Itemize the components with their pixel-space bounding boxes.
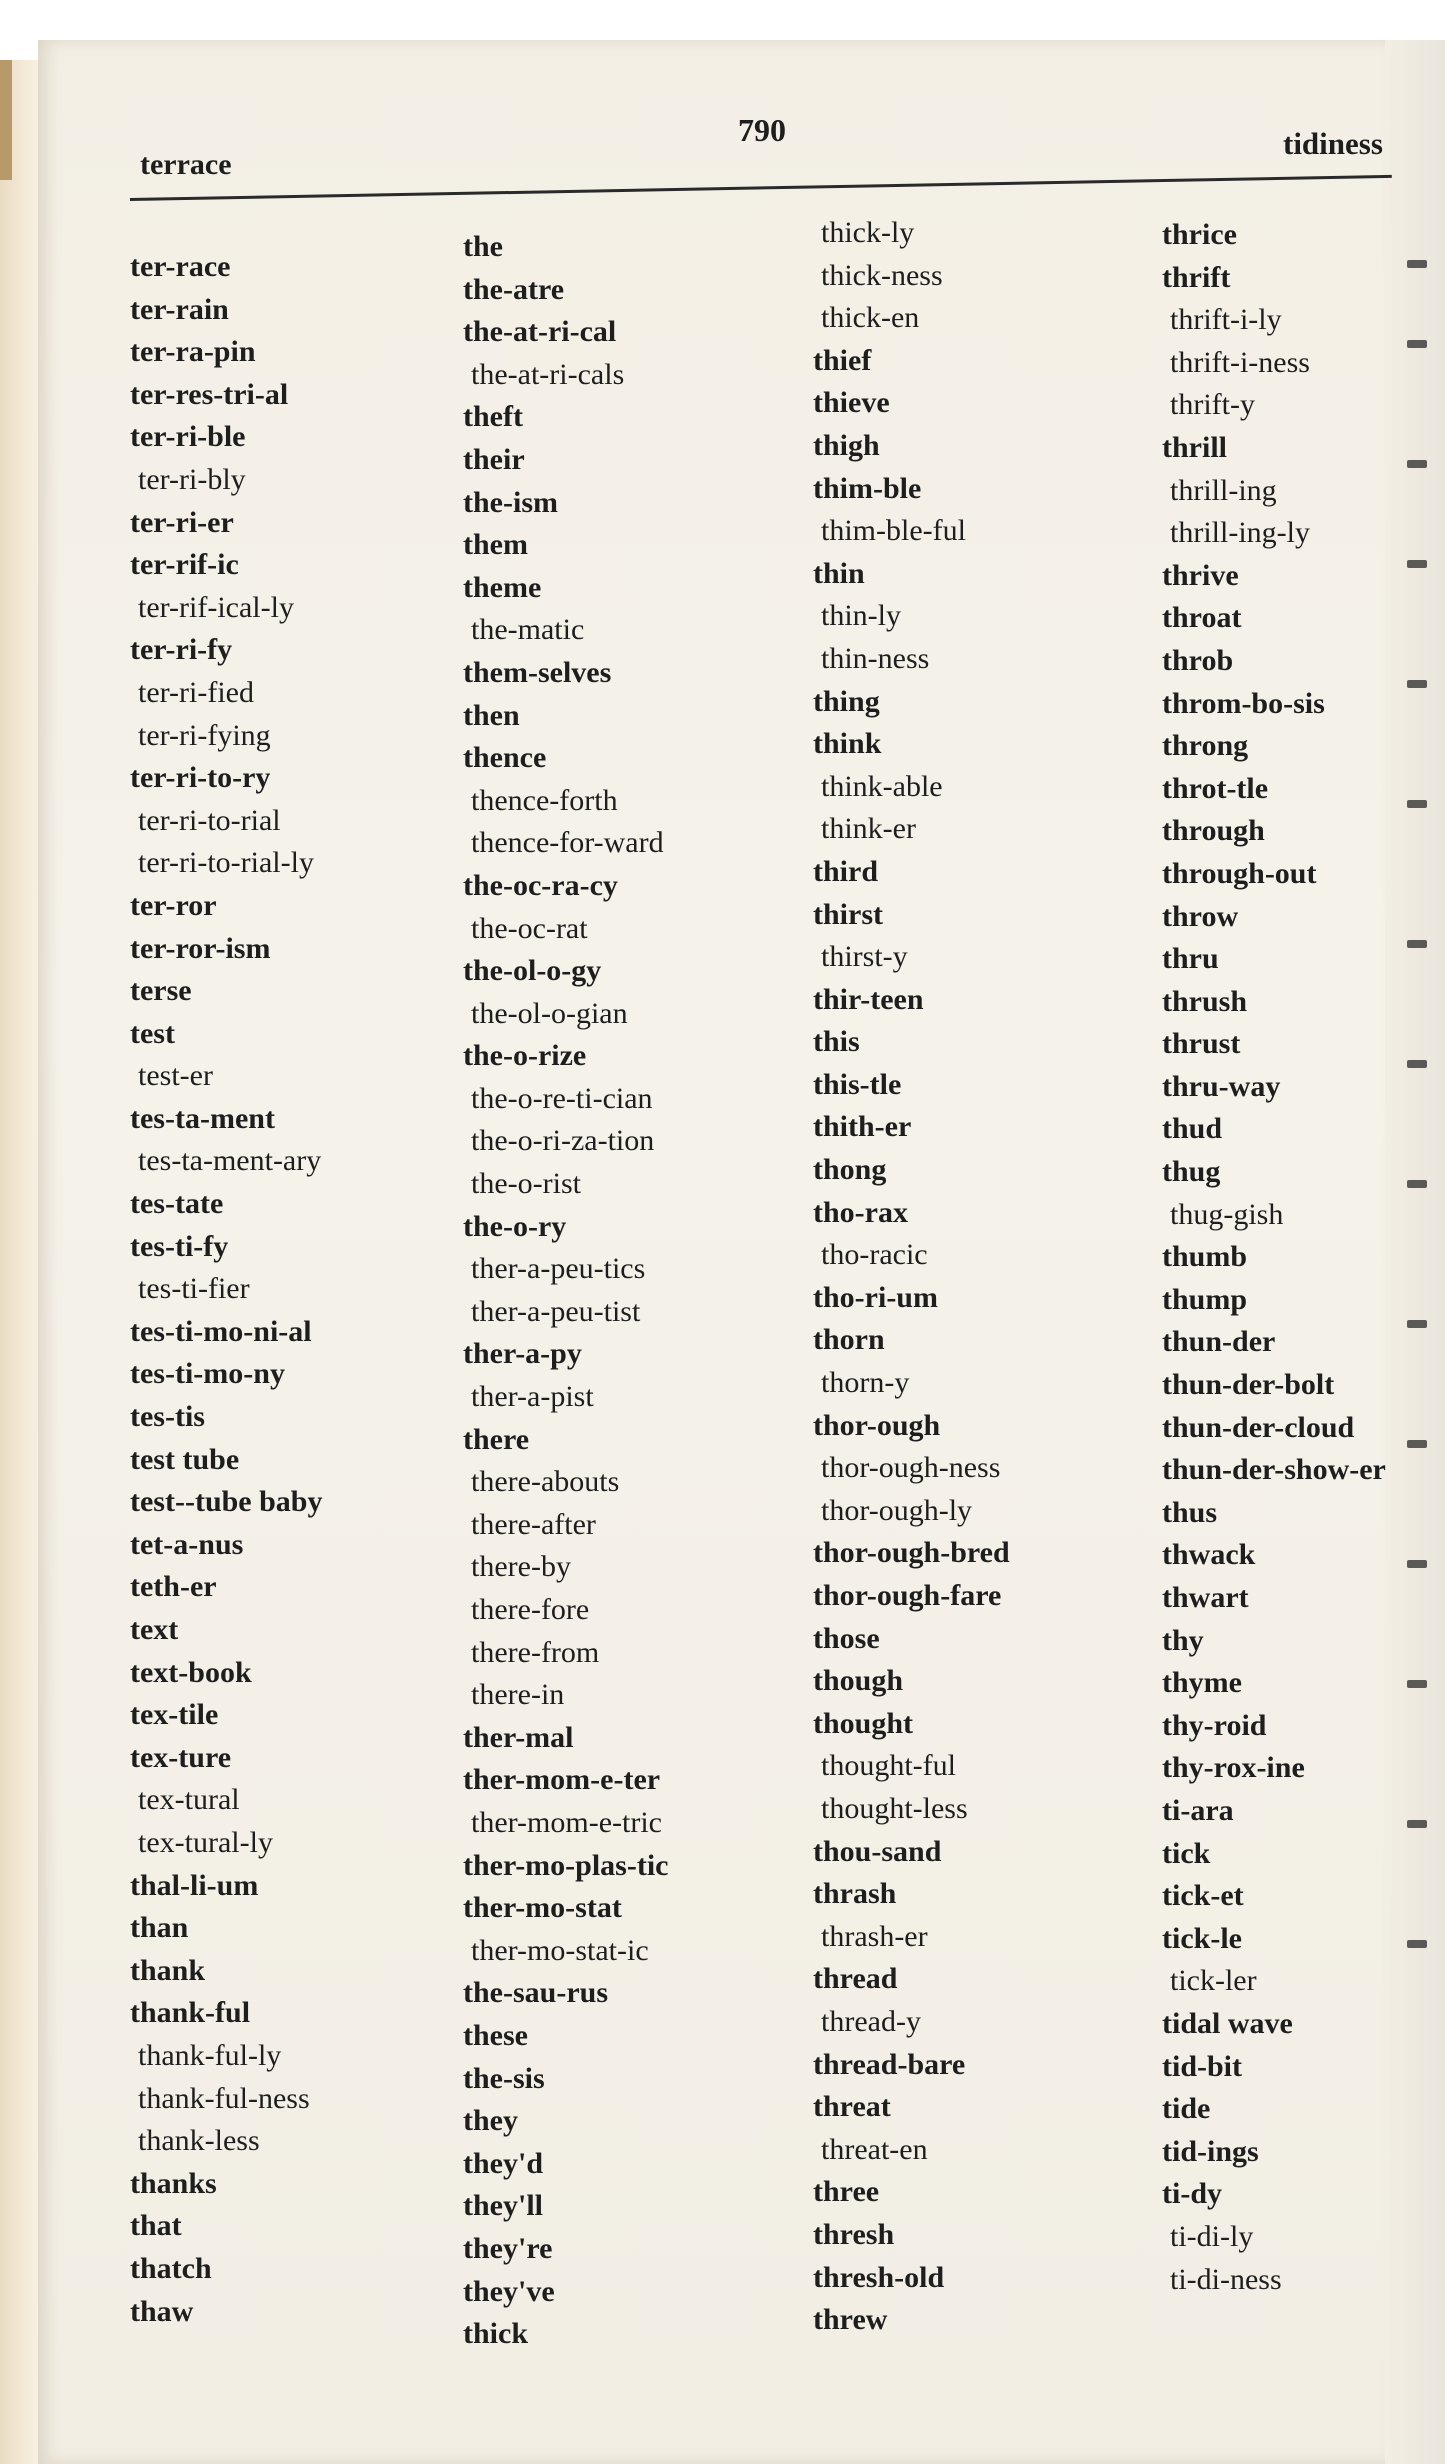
sub-entry: ther-mo-stat-ic [471, 1933, 649, 1967]
headword-entry: thud [1162, 1112, 1223, 1146]
headword-entry: thug [1162, 1155, 1221, 1189]
headword-entry: the [463, 230, 503, 263]
headword-entry: thank [130, 1953, 206, 1987]
headword-entry: thou-sand [813, 1834, 942, 1868]
headword-entry: tho-rax [813, 1195, 908, 1229]
sub-entry: thrift-y [1170, 388, 1255, 422]
sub-entry: the-o-rist [471, 1167, 581, 1201]
headword-entry: ti-dy [1162, 2177, 1222, 2211]
headword-entry: test--tube baby [130, 1485, 323, 1519]
headword-entry: thun-der-show-er [1162, 1453, 1386, 1487]
headword-entry: them [463, 528, 528, 562]
headword-entry: throng [1162, 729, 1249, 763]
sub-entry: ter-ri-fying [138, 718, 271, 752]
headword-entry: ter-ri-ble [130, 420, 246, 454]
headword-entry: thrash [813, 1877, 897, 1911]
sub-entry: thor-ough-ly [821, 1493, 973, 1527]
headword-entry: thru [1162, 942, 1219, 976]
sub-entry: thence-forth [471, 783, 618, 817]
guide-word-left: terrace [140, 148, 232, 181]
headword-entry: tid-ings [1162, 2134, 1259, 2168]
headword-entry: thieve [813, 386, 890, 420]
headword-entry: thatch [130, 2251, 212, 2285]
headword-entry: through [1162, 814, 1265, 848]
guide-word-right: tidiness [1283, 126, 1383, 161]
sub-entry: there-after [471, 1507, 596, 1541]
sub-entry: ti-di-ness [1170, 2262, 1282, 2296]
headword-entry: thin [813, 556, 865, 590]
headword-entry: tex-tile [130, 1698, 219, 1732]
headword-entry: ter-ra-pin [130, 335, 256, 369]
headword-entry: think [813, 727, 882, 761]
headword-entry: thresh-old [813, 2260, 945, 2294]
headword-entry: the-atre [463, 272, 565, 306]
sub-entry: ther-a-pist [471, 1380, 594, 1414]
headword-entry: ter-ri-to-ry [130, 761, 271, 795]
headword-entry: thrill [1162, 430, 1227, 464]
headword-entry: ther-a-py [463, 1337, 582, 1371]
sub-entry: ti-di-ly [1170, 2219, 1254, 2253]
headword-entry: test [130, 1016, 175, 1050]
sub-entry: there-fore [471, 1593, 590, 1626]
headword-entry: three [813, 2175, 880, 2209]
headword-entry: threw [813, 2303, 888, 2337]
headword-entry: thrive [1162, 558, 1239, 592]
sub-entry: thence-for-ward [471, 826, 664, 860]
sub-entry: ter-ri-fied [138, 675, 254, 709]
headword-entry: thigh [813, 428, 880, 462]
sub-entry: thug-gish [1170, 1197, 1284, 1231]
headword-entry: they [463, 2104, 518, 2138]
headword-entry: text-book [130, 1655, 252, 1689]
headword-entry: than [130, 1911, 189, 1945]
sub-entry: thin-ness [821, 641, 930, 675]
headword-entry: throm-bo-sis [1162, 686, 1325, 720]
headword-entry: thence [463, 741, 547, 775]
sub-entry: tex-tural [138, 1783, 240, 1817]
sub-entry: thick-en [821, 301, 920, 335]
headword-entry: ther-mal [463, 1720, 574, 1754]
headword-entry: tex-ture [130, 1740, 232, 1774]
headword-entry: ter-ri-er [130, 505, 234, 539]
sub-entry: ter-ri-to-rial-ly [138, 846, 314, 880]
sub-entry: tick-ler [1170, 1964, 1257, 1998]
headword-entry: thus [1162, 1495, 1218, 1529]
headword-entry: the-sis [463, 2061, 545, 2095]
headword-entry: theft [463, 400, 523, 434]
headword-entry: teth-er [130, 1570, 217, 1604]
book-spine-edge [0, 60, 38, 2464]
headword-entry: thong [813, 1153, 887, 1187]
sub-entry: the-ol-o-gian [471, 996, 628, 1030]
sub-entry: thank-ful-ness [138, 2081, 310, 2115]
headword-entry: thirst [813, 897, 883, 931]
sub-entry: thor-ough-ness [821, 1451, 1001, 1485]
headword-entry: thorn [813, 1323, 885, 1357]
sub-entry: thick-ness [821, 258, 943, 292]
headword-entry: thor-ough-fare [813, 1579, 1002, 1612]
headword-entry: thrift [1162, 260, 1231, 294]
headword-entry: text [130, 1613, 179, 1646]
headword-entry: ther-mo-plas-tic [463, 1848, 669, 1882]
headword-entry: though [813, 1664, 904, 1698]
headword-entry: thun-der-bolt [1162, 1368, 1335, 1402]
sub-entry: ther-a-peu-tist [471, 1294, 641, 1328]
sub-entry: thrift-i-ness [1170, 345, 1310, 379]
sub-entry: the-oc-rat [471, 911, 588, 945]
word-column-1 [130, 246, 470, 2333]
headword-entry: thief [813, 343, 872, 377]
headword-entry: thim-ble [813, 471, 922, 505]
headword-entry: the-ism [463, 485, 558, 519]
headword-entry: throb [1162, 643, 1234, 677]
sub-entry: thank-less [138, 2124, 260, 2158]
sub-entry: thought-less [821, 1791, 968, 1825]
headword-entry: thyme [1162, 1666, 1242, 1700]
sub-entry: ther-mom-e-tric [471, 1805, 662, 1839]
headword-entry: theme [463, 570, 542, 604]
headword-entry: the-o-ry [463, 1209, 567, 1243]
headword-entry: the-oc-ra-cy [463, 868, 618, 902]
headword-entry: thick [463, 2317, 529, 2351]
headword-entry: the-ol-o-gy [463, 954, 602, 988]
headword-entry: thing [813, 684, 880, 718]
sub-entry: ther-a-peu-tics [471, 1252, 646, 1286]
headword-entry: tid-bit [1162, 2049, 1243, 2083]
headword-entry: thith-er [813, 1110, 912, 1144]
headword-entry: thor-ough [813, 1408, 941, 1442]
headword-entry: there [463, 1422, 530, 1456]
headword-entry: tick-et [1162, 1879, 1244, 1913]
headword-entry: this [813, 1025, 860, 1059]
headword-entry: tet-a-nus [130, 1527, 244, 1561]
headword-entry: then [463, 698, 520, 732]
headword-entry: ter-race [130, 250, 231, 283]
headword-entry: these [463, 2018, 528, 2052]
headword-entry: ter-rif-ic [130, 548, 239, 582]
headword-entry: ti-ara [1162, 1793, 1234, 1827]
sub-entry: there-abouts [471, 1465, 620, 1499]
headword-entry: this-tle [813, 1067, 902, 1101]
headword-entry: thrice [1162, 218, 1237, 251]
headword-entry: throw [1162, 899, 1239, 933]
sub-entry: thank-ful-ly [138, 2038, 282, 2072]
headword-entry: thank-ful [130, 1996, 251, 2030]
headword-entry: tho-ri-um [813, 1280, 938, 1314]
headword-entry: ther-mo-stat [463, 1891, 622, 1925]
sub-entry: thrash-er [821, 1919, 928, 1953]
headword-entry: their [463, 442, 525, 476]
headword-entry: tes-ti-mo-ni-al [130, 1314, 312, 1348]
headword-entry: tes-ti-mo-ny [130, 1357, 285, 1391]
headword-entry: they've [463, 2274, 555, 2308]
headword-entry: thwart [1162, 1581, 1249, 1614]
headword-entry: throt-tle [1162, 771, 1269, 805]
headword-entry: ter-ri-fy [130, 633, 233, 667]
headword-entry: that [130, 2209, 182, 2243]
sub-entry: tho-racic [821, 1238, 928, 1272]
headword-entry: threat [813, 2090, 891, 2124]
headword-entry: they'll [463, 2189, 543, 2223]
sub-entry: tes-ta-ment-ary [138, 1144, 322, 1178]
headword-entry: thread [813, 1962, 898, 1996]
headword-entry: the-at-ri-cal [463, 315, 617, 349]
sub-entry: thread-y [821, 2004, 921, 2038]
headword-entry: those [813, 1621, 880, 1655]
headword-entry: ter-ror-ism [130, 931, 271, 965]
headword-entry: tick [1162, 1836, 1211, 1870]
sub-entry: thim-ble-ful [821, 514, 966, 548]
headword-entry: thrush [1162, 984, 1248, 1018]
headword-entry: thy-rox-ine [1162, 1751, 1305, 1785]
headword-entry: thaw [130, 2294, 194, 2328]
headword-entry: test tube [130, 1442, 240, 1476]
sub-entry: think-er [821, 812, 916, 846]
sub-entry: there-from [471, 1635, 600, 1669]
headword-entry: thor-ough-bred [813, 1536, 1010, 1570]
headword-entry: thal-li-um [130, 1868, 259, 1902]
headword-entry: thir-teen [813, 982, 924, 1016]
sub-entry: there-in [471, 1678, 565, 1712]
sub-entry: think-able [821, 769, 943, 803]
headword-entry: thumb [1162, 1240, 1248, 1274]
headword-entry: thru-way [1162, 1069, 1281, 1103]
headword-entry: the-sau-rus [463, 1976, 609, 2010]
headword-entry: thought [813, 1706, 914, 1740]
page-number: 790 [738, 112, 786, 148]
sub-entry: thin-ly [821, 599, 901, 633]
sub-entry: tex-tural-ly [138, 1825, 273, 1859]
headword-entry: they'd [463, 2146, 544, 2180]
headword-entry: tidal wave [1162, 2006, 1293, 2040]
headword-entry: ter-ror [130, 888, 217, 922]
sub-entry: thrift-i-ly [1170, 303, 1282, 337]
header-rule [130, 175, 1392, 201]
sub-entry: thought-ful [821, 1749, 956, 1783]
page-header [0, 0, 1445, 220]
sub-entry: tes-ti-fier [138, 1272, 250, 1306]
sub-entry: thrill-ing-ly [1170, 516, 1310, 550]
headword-entry: they're [463, 2231, 553, 2265]
sub-entry: the-matic [471, 613, 585, 647]
headword-entry: ter-rain [130, 292, 229, 326]
headword-entry: ther-mom-e-ter [463, 1763, 661, 1797]
headword-entry: throat [1162, 601, 1242, 635]
sub-entry: ter-ri-to-rial [138, 803, 281, 837]
headword-entry: thread-bare [813, 2047, 966, 2081]
headword-entry: third [813, 854, 879, 888]
headword-entry: thy-roid [1162, 1708, 1267, 1742]
sub-entry: thorn-y [821, 1366, 910, 1400]
word-column-4 [1162, 214, 1445, 2301]
headword-entry: terse [130, 974, 192, 1008]
sub-entry: test-er [138, 1059, 213, 1093]
sub-entry: the-at-ri-cals [471, 357, 625, 391]
headword-entry: thrust [1162, 1027, 1241, 1061]
sub-entry: there-by [471, 1550, 571, 1584]
headword-entry: thanks [130, 2166, 217, 2200]
headword-entry: thresh [813, 2217, 895, 2251]
sub-entry: thick-ly [821, 216, 915, 249]
headword-entry: thump [1162, 1282, 1248, 1316]
sub-entry: the-o-re-ti-cian [471, 1081, 653, 1115]
sub-entry: the-o-ri-za-tion [471, 1124, 655, 1158]
sub-entry: ter-rif-ical-ly [138, 590, 294, 624]
headword-entry: thun-der [1162, 1325, 1276, 1359]
headword-entry: thun-der-cloud [1162, 1410, 1355, 1444]
headword-entry: ter-res-tri-al [130, 377, 289, 411]
headword-entry: through-out [1162, 856, 1317, 890]
headword-entry: the-o-rize [463, 1039, 587, 1073]
headword-entry: thwack [1162, 1538, 1256, 1572]
word-column-3 [813, 212, 1153, 2342]
headword-entry: tick-le [1162, 1921, 1242, 1955]
headword-entry: them-selves [463, 655, 612, 689]
headword-entry: tes-ta-ment [130, 1101, 275, 1135]
sub-entry: threat-en [821, 2132, 928, 2166]
headword-entry: tes-tis [130, 1400, 205, 1434]
word-column-2 [463, 226, 803, 2356]
sub-entry: thirst-y [821, 940, 908, 974]
headword-entry: tes-tate [130, 1187, 224, 1221]
sub-entry: ter-ri-bly [138, 462, 246, 496]
headword-entry: tes-ti-fy [130, 1229, 229, 1263]
headword-entry: thy [1162, 1623, 1204, 1657]
sub-entry: thrill-ing [1170, 473, 1277, 507]
headword-entry: tide [1162, 2092, 1211, 2126]
